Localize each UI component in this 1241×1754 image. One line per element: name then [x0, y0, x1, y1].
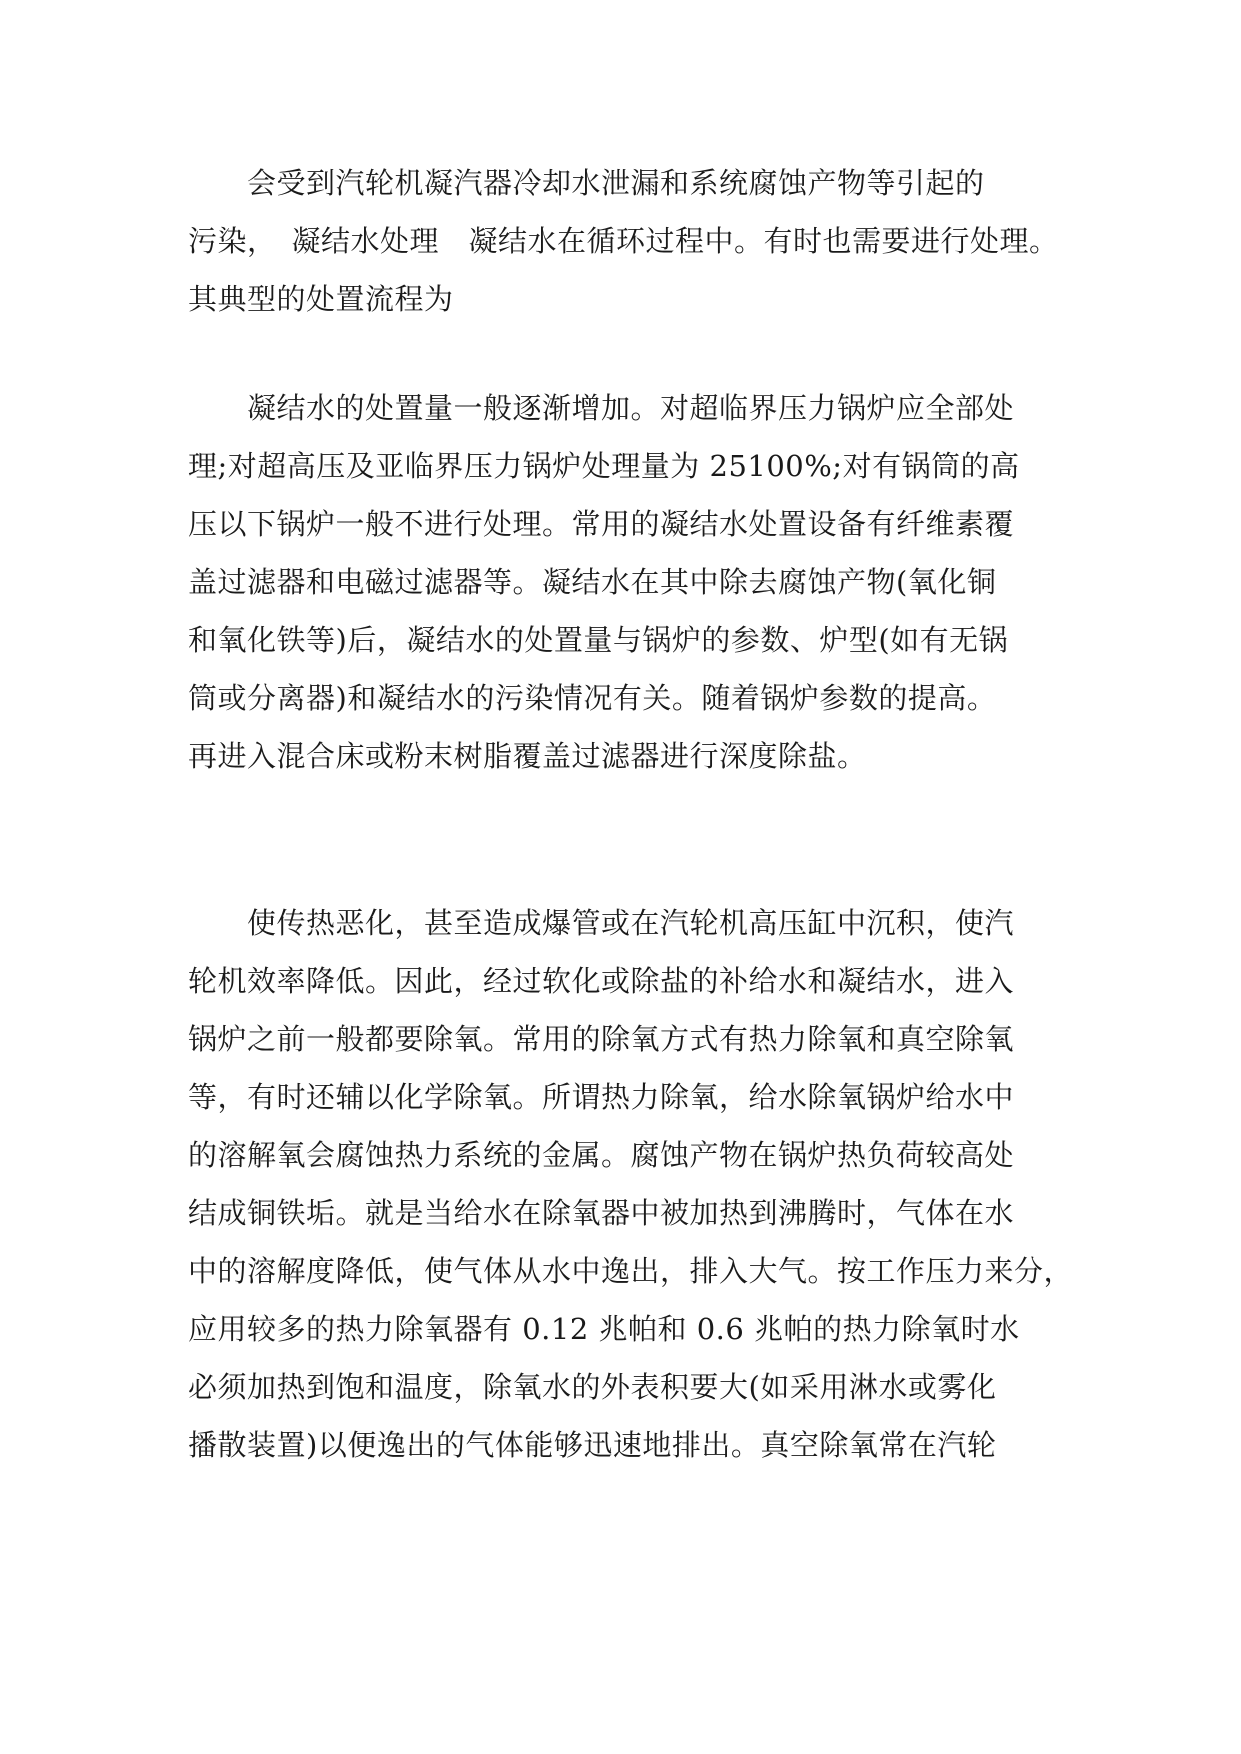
text-line: 和氧化铁等)后，凝结水的处置量与锅炉的参数、炉型(如有无锅	[188, 623, 1009, 657]
text-line: 轮机效率降低。因此，经过软化或除盐的补给水和凝结水，进入	[188, 964, 1015, 998]
text-line: 应用较多的热力除氧器有 0.12 兆帕和 0.6 兆帕的热力除氧时水	[188, 1312, 1020, 1346]
text-line: 污染， 凝结水处理 凝结水在循环过程中。有时也需要进行处理。	[188, 224, 1059, 258]
text-line: 必须加热到饱和温度，除氧水的外表积要大(如采用淋水或雾化	[188, 1370, 997, 1404]
text-line: 再进入混合床或粉末树脂覆盖过滤器进行深度除盐。	[188, 739, 867, 773]
text-line: 等，有时还辅以化学除氧。所谓热力除氧，给水除氧锅炉给水中	[188, 1080, 1015, 1114]
text-line: 使传热恶化，甚至造成爆管或在汽轮机高压缸中沉积，使汽	[188, 906, 1015, 940]
paragraph-condensate-contamination	[188, 154, 1059, 328]
paragraph-condensate-treatment	[188, 379, 1048, 785]
text-line: 会受到汽轮机凝汽器冷却水泄漏和系统腐蚀产物等引起的	[188, 166, 985, 200]
text-line: 中的溶解度降低，使气体从水中逸出，排入大气。按工作压力来分，	[188, 1254, 1074, 1288]
text-line: 的溶解氧会腐蚀热力系统的金属。腐蚀产物在锅炉热负荷较高处	[188, 1138, 1015, 1172]
text-line: 盖过滤器和电磁过滤器等。凝结水在其中除去腐蚀产物(氧化铜	[188, 565, 997, 599]
paragraph-deoxygenation	[188, 894, 1074, 1474]
text-line: 其典型的处置流程为	[188, 282, 454, 316]
text-line: 凝结水的处置量一般逐渐增加。对超临界压力锅炉应全部处	[188, 391, 1015, 425]
text-line: 播散装置)以便逸出的气体能够迅速地排出。真空除氧常在汽轮	[188, 1428, 997, 1462]
text-line: 压以下锅炉一般不进行处理。常用的凝结水处置设备有纤维素覆	[188, 507, 1015, 541]
text-line: 结成铜铁垢。就是当给水在除氧器中被加热到沸腾时，气体在水	[188, 1196, 1015, 1230]
text-line: 理;对超高压及亚临界压力锅炉处理量为 25100%;对有锅筒的高	[188, 449, 1020, 483]
text-line: 筒或分离器)和凝结水的污染情况有关。随着锅炉参数的提高。	[188, 681, 997, 715]
text-line: 锅炉之前一般都要除氧。常用的除氧方式有热力除氧和真空除氧	[188, 1022, 1015, 1056]
